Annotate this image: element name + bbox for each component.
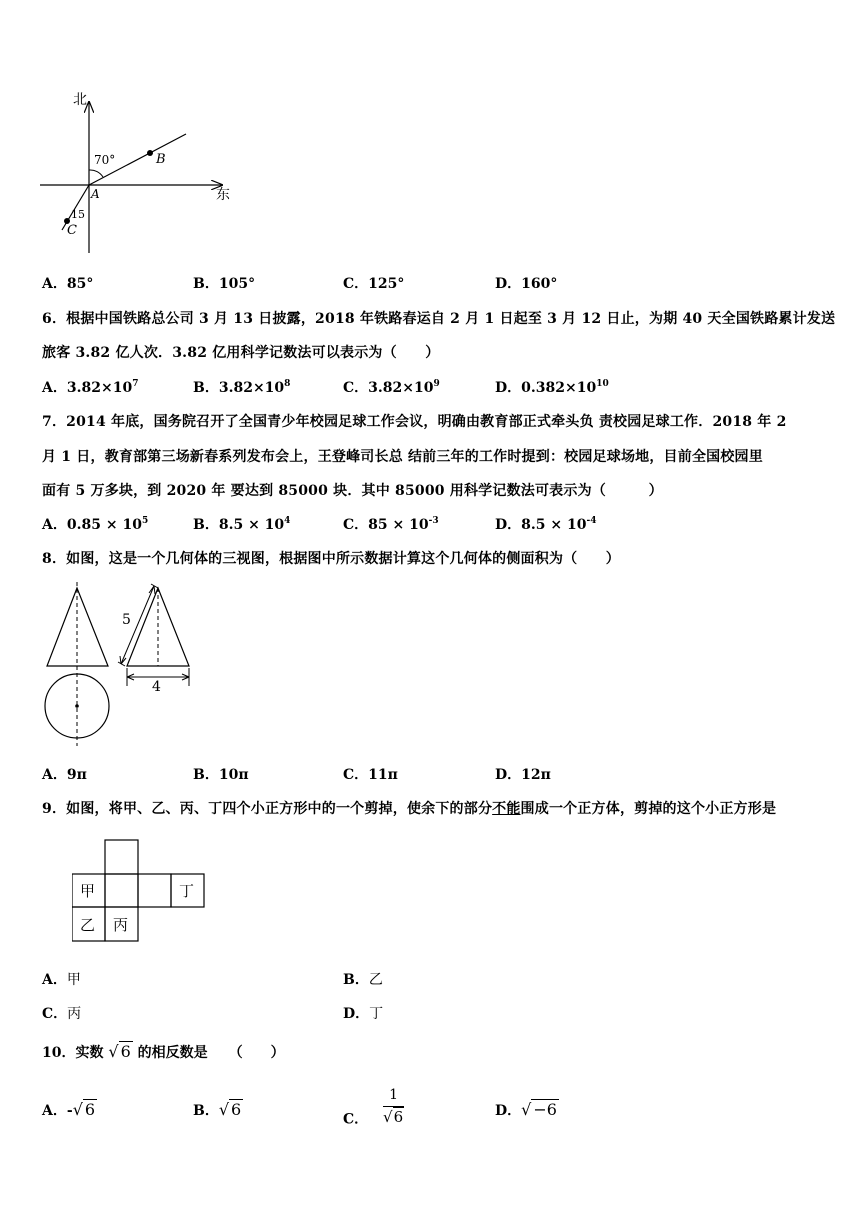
- radicand: 6: [393, 1108, 404, 1126]
- q6-stem-line1: 6．根据中国铁路总公司 3 月 13 日披露，2018 年铁路春运自 2 月 1 日起至 3 月 12 日止，为期 40 天全国铁路累计发送: [42, 311, 836, 327]
- option-base: 8.5 × 10: [218, 517, 285, 533]
- q10-option-d[interactable]: [495, 1100, 559, 1120]
- option-label: C．: [343, 517, 369, 533]
- radicand: 6: [84, 1100, 96, 1119]
- option-label: D．: [343, 1006, 370, 1022]
- q7-option-b[interactable]: [193, 514, 290, 534]
- option-label: A．: [42, 517, 67, 533]
- q8-option-c[interactable]: [343, 764, 398, 784]
- q5-compass-figure: [30, 88, 250, 258]
- option-value: 丙: [67, 1006, 82, 1022]
- q5-point-a: A: [91, 187, 100, 201]
- option-value: 125°: [368, 276, 405, 292]
- q9-stem-line1: [42, 798, 838, 818]
- option-label: A．: [42, 276, 67, 292]
- option-label: D．: [495, 276, 522, 292]
- option-label: A．: [42, 972, 67, 988]
- q8-three-view-figure: [40, 578, 200, 748]
- option-label: B．: [193, 1103, 219, 1119]
- option-value: 10π: [218, 767, 249, 783]
- q9-option-a[interactable]: [42, 969, 81, 989]
- option-label: B．: [343, 972, 369, 988]
- q9-cube-net-figure: [72, 838, 208, 944]
- q10-stem-suffix: 的相反数是 （ ）: [137, 1045, 285, 1061]
- q5-east-label: 东: [216, 187, 230, 203]
- q5-point-b: B: [156, 152, 166, 167]
- option-label: D．: [495, 380, 522, 396]
- q5-option-b[interactable]: [193, 273, 255, 293]
- q9-square-jia: 甲: [80, 882, 96, 900]
- option-label: A．: [42, 767, 67, 783]
- q5-option-d[interactable]: [495, 273, 557, 293]
- q7-option-c[interactable]: [343, 514, 439, 534]
- q7-option-d[interactable]: [495, 514, 596, 534]
- option-label: B．: [193, 767, 219, 783]
- option-exponent: 9: [433, 379, 440, 389]
- q6-stem-line2: 旅客 3.82 亿人次．3.82 亿用科学记数法可以表示为（ ）: [42, 345, 440, 361]
- q9-stem-pre: 9．如图，将甲、乙、丙、丁四个小正方形中的一个剪掉，使余下的部分: [42, 801, 493, 817]
- option-exponent: 5: [141, 516, 149, 526]
- q7-stem-line3: 面有 5 万多块，到 2020 年 要达到 85000 块．其中 85000 用科学记数法可表示为（ ）: [42, 483, 663, 499]
- option-exponent: 7: [132, 379, 139, 389]
- q7-option-a[interactable]: [42, 514, 148, 534]
- option-label: C．: [343, 380, 369, 396]
- q9-square-bing: 丙: [113, 916, 129, 934]
- q10-stem-prefix: 10．实数: [42, 1045, 104, 1061]
- q8-option-d[interactable]: [495, 764, 551, 784]
- q10-option-c[interactable]: [343, 1087, 404, 1139]
- q9-square-ding: 丁: [179, 882, 195, 900]
- q5-option-a[interactable]: [42, 273, 93, 293]
- q10-option-b[interactable]: [193, 1100, 243, 1120]
- option-base: 0.382×10: [521, 380, 597, 396]
- option-base: 0.85 × 10: [66, 517, 142, 533]
- q10-option-a[interactable]: [42, 1100, 97, 1120]
- option-exponent: -4: [586, 516, 597, 526]
- option-base: 8.5 × 10: [521, 517, 587, 533]
- option-exponent: -3: [428, 516, 439, 526]
- option-label: B．: [193, 380, 219, 396]
- sqrt-symbol: √ 6: [218, 1100, 242, 1119]
- option-sign: -: [66, 1103, 73, 1119]
- q9-stem-post: 围成一个正方体，剪掉的这个小正方形是: [520, 801, 777, 817]
- denominator: √6: [383, 1108, 404, 1126]
- radicand: −6: [533, 1100, 557, 1119]
- option-label: A．: [42, 1103, 67, 1119]
- q8-option-a[interactable]: [42, 764, 87, 784]
- option-base: 85 × 10: [368, 517, 429, 533]
- option-base: 3.82×10: [368, 380, 434, 396]
- q9-option-d[interactable]: [343, 1003, 383, 1023]
- q10-stem: [42, 1042, 285, 1062]
- q6-option-a[interactable]: [42, 377, 138, 397]
- q6-option-c[interactable]: [343, 377, 440, 397]
- option-label: C．: [343, 767, 369, 783]
- q6-option-b[interactable]: [193, 377, 290, 397]
- q9-stem-underlined: 不能: [492, 801, 521, 817]
- option-value: 160°: [521, 276, 558, 292]
- option-value: 乙: [368, 972, 383, 988]
- option-label: C．: [42, 1006, 68, 1022]
- option-label: D．: [495, 1103, 522, 1119]
- q8-slant-label: 5: [122, 612, 131, 628]
- q9-option-c[interactable]: [42, 1003, 81, 1023]
- q7-stem-line2: 月 1 日，教育部第三场新春系列发布会上，王登峰司长总 结前三年的工作时提到：校园足球场地，目前全国校园里: [42, 449, 763, 465]
- q8-base-label: 4: [152, 679, 161, 695]
- q5-angle-70: 70°: [94, 153, 116, 167]
- q8-option-b[interactable]: [193, 764, 249, 784]
- radicand: 6: [231, 1100, 242, 1119]
- option-label: C．: [343, 276, 369, 292]
- q7-stem-line1: 7．2014 年底，国务院召开了全国青少年校园足球工作会议，明确由教育部正式牵头负 责校园足球工作．2018 年 2: [42, 414, 787, 430]
- option-label: C．: [343, 1111, 369, 1128]
- q10-stem-sqrt: √ 6: [108, 1042, 131, 1061]
- option-value: 甲: [66, 972, 81, 988]
- option-label: D．: [495, 767, 522, 783]
- option-base: 3.82×10: [66, 380, 133, 396]
- option-exponent: 8: [284, 379, 291, 389]
- option-value: 85°: [66, 276, 94, 292]
- q5-angle-15: 15: [71, 208, 85, 221]
- option-value: 12π: [521, 767, 551, 783]
- q8-stem-line1: 8．如图，这是一个几何体的三视图，根据图中所示数据计算这个几何体的侧面积为（ ）: [42, 551, 620, 567]
- option-base: 3.82×10: [218, 380, 285, 396]
- numerator: 1: [389, 1087, 399, 1103]
- q5-option-c[interactable]: [343, 273, 404, 293]
- option-exponent: 4: [284, 516, 291, 526]
- q9-square-yi: 乙: [80, 916, 96, 934]
- radicand: 6: [120, 1042, 131, 1061]
- option-label: A．: [42, 380, 67, 396]
- q5-north-label: 北: [73, 92, 87, 108]
- q5-point-c: C: [67, 223, 77, 238]
- option-value: 9π: [66, 767, 87, 783]
- option-label: B．: [193, 517, 219, 533]
- option-value: 丁: [369, 1006, 384, 1022]
- sqrt-symbol: √ −6: [521, 1100, 557, 1119]
- option-exponent: 10: [596, 379, 609, 389]
- fraction: [383, 1087, 404, 1135]
- option-label: B．: [193, 276, 219, 292]
- sqrt-symbol: √ 6: [72, 1100, 96, 1119]
- q9-option-b[interactable]: [343, 969, 383, 989]
- option-label: D．: [495, 517, 522, 533]
- option-value: 105°: [218, 276, 256, 292]
- q6-option-d[interactable]: [495, 377, 609, 397]
- option-value: 11π: [368, 767, 398, 783]
